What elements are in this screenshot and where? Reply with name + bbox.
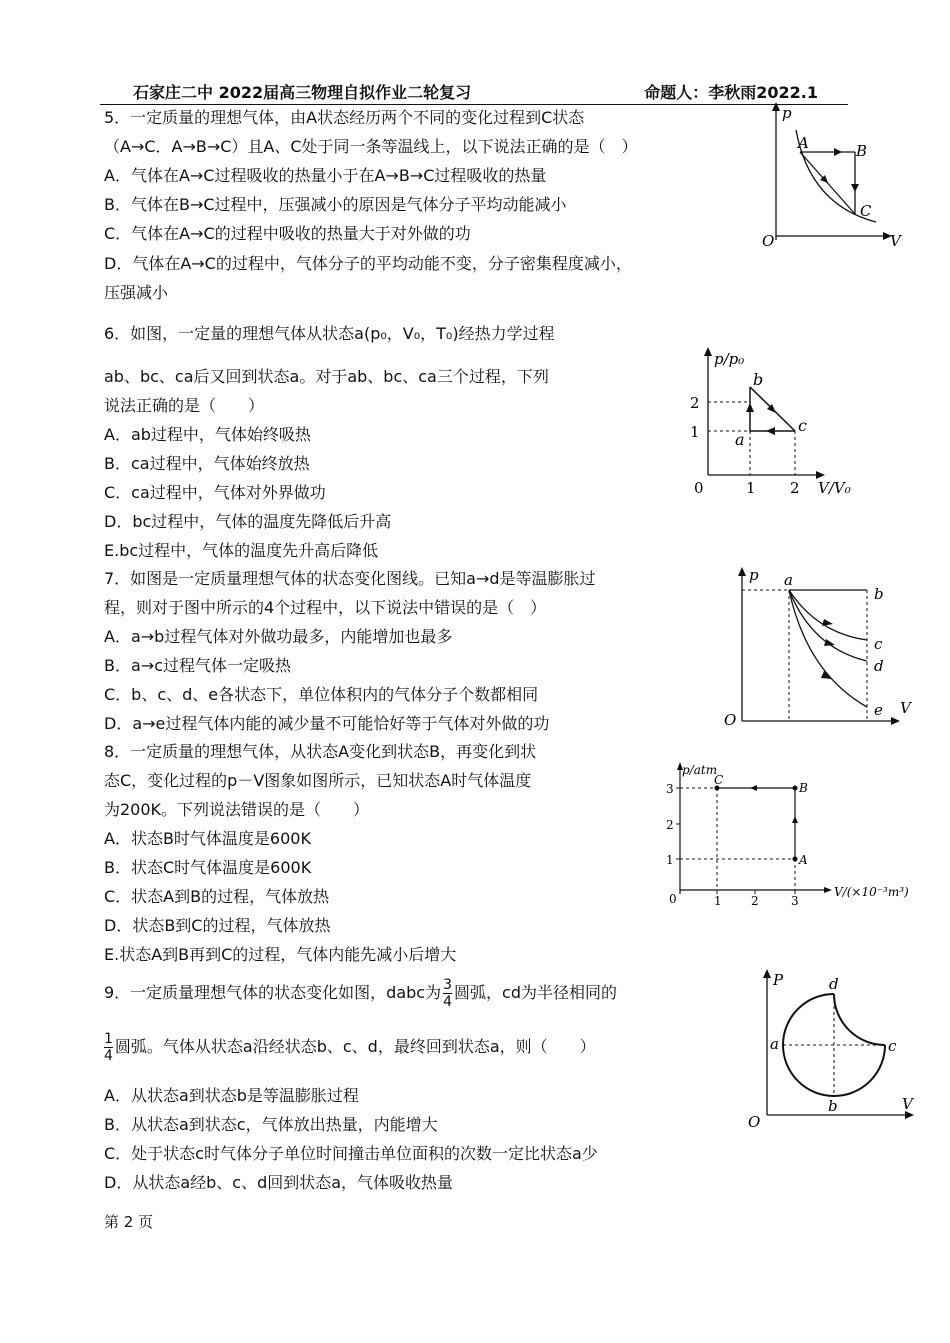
q8-label-c: C [714, 773, 724, 787]
q7-option-a: A．a→b过程气体对外做功最多，内能增加也最多 [104, 627, 453, 646]
q6-tick-x2: 2 [790, 479, 800, 497]
q7-label-v: V [900, 699, 911, 717]
q7-path-ae [789, 590, 867, 707]
q5-path-ac [800, 152, 855, 214]
q5-option-d: D．气体在A→C的过程中，气体分子的平均动能不变，分子密集程度减小， [104, 254, 632, 273]
q5-line-2: （A→C．A→B→C）且A、C处于同一条等温线上，以下说法正确的是（ ） [104, 137, 638, 156]
q7-option-d: D．a→e过程气体内能的减少量不可能恰好等于气体对外做的功 [104, 714, 550, 733]
q8-line-3: 为200K。下列说法错误的是（ ） [104, 800, 370, 819]
q5-y-arrow [772, 102, 780, 111]
q8-label-a: A [799, 853, 808, 867]
q8-point-b [793, 786, 798, 791]
q7-label-d: d [874, 657, 884, 675]
q6-tick-y2: 2 [690, 394, 700, 412]
q9-label-b: b [828, 1097, 838, 1115]
q5-label-a: A [798, 134, 809, 152]
q6-label-b: b [753, 370, 764, 389]
q9-line-2 [104, 1030, 596, 1068]
q9-fraction-1-4: $\frac{1}{4}$ [104, 1031, 113, 1064]
q7-label-p: p [749, 566, 759, 584]
q9-fraction-3-4: $\frac{3}{4}$ [443, 977, 453, 1010]
q9-label-d: d [829, 975, 839, 993]
q9-line-1-part-b: 圆弧，cd为半径相同的 [454, 983, 617, 1002]
q6-origin: 0 [694, 479, 704, 497]
q9-label-v: V [902, 1095, 913, 1113]
q7-path-ac [789, 590, 867, 640]
q8-point-a [793, 857, 798, 862]
q6-line-3: 说法正确的是（ ） [104, 396, 265, 415]
q6-label-a: a [735, 430, 745, 449]
page-number: 第 2 页 [104, 1213, 154, 1231]
q6-line-2: ab、bc、ca后又回到状态a。对于ab、bc、ca三个过程，下列 [104, 367, 549, 386]
page-header [100, 80, 848, 105]
q6-ylabel: p/p₀ [714, 350, 745, 368]
q8-option-a: A．状态B时气体温度是600K [104, 829, 311, 848]
q7-label-b: b [874, 585, 884, 603]
q8-xlabel: V/(×10⁻³m³) [834, 885, 909, 899]
q5-line-1: 5．一定质量的理想气体，由A状态经历两个不同的变化过程到C状态 [104, 108, 585, 127]
q9-line-1 [104, 976, 617, 1014]
q7-option-b: B．a→c过程气体一定吸热 [104, 656, 291, 675]
q8-tick-y2: 2 [666, 818, 674, 832]
q9-option-c: C．处于状态c时气体分子单位时间撞击单位面积的次数一定比状态a少 [104, 1144, 598, 1163]
q7-option-c: C．b、c、d、e各状态下，单位体积内的气体分子个数都相同 [104, 685, 539, 704]
q9-option-d: D．从状态a经b、c、d回到状态a，气体吸收热量 [104, 1173, 454, 1192]
q5-label-p: p [782, 104, 792, 122]
q8-tick-x2: 2 [751, 894, 759, 908]
q8-figure [660, 758, 909, 908]
q5-label-b: B [856, 142, 868, 160]
q8-option-c: C．状态A到B的过程，气体放热 [104, 887, 330, 906]
q9-figure [742, 965, 922, 1135]
q8-tick-y3: 3 [666, 782, 674, 796]
q8-ylabel: p/atm [682, 763, 718, 777]
q5-label-c: C [860, 202, 872, 220]
q8-line-1: 8．一定质量的理想气体，从状态A变化到状态B，再变化到状 [104, 742, 537, 761]
q7-label-o: O [724, 711, 737, 729]
q5-option-c: C．气体在A→C的过程中吸收的热量大于对外做的功 [104, 224, 471, 243]
q6-xlabel: V/V₀ [818, 479, 851, 497]
q8-option-b: B．状态C时气体温度是600K [104, 858, 312, 877]
q6-tick-x1: 1 [746, 479, 756, 497]
q6-option-e: E.bc过程中，气体的温度先升高后降低 [104, 541, 379, 560]
q9-label-o: O [748, 1113, 761, 1131]
q8-option-d: D．状态B到C的过程，气体放热 [104, 916, 331, 935]
q7-path-ad [789, 590, 867, 661]
q6-tick-y1: 1 [690, 423, 700, 441]
q9-option-b: B．从状态a到状态c，气体放出热量，内能增大 [104, 1115, 438, 1134]
q6-option-b: B．ca过程中，气体始终放热 [104, 454, 310, 473]
q6-line-1: 6．如图，一定量的理想气体从状态a(p₀，V₀，T₀)经热力学过程 [104, 324, 555, 343]
q7-line-2: 程，则对于图中所示的4个过程中，以下说法中错误的是（ ） [104, 598, 547, 617]
header-left: 石家庄二中 2022届高三物理自拟作业二轮复习 [133, 83, 472, 102]
q5-option-d-cont: 压强减小 [104, 283, 169, 302]
q8-option-e: E.状态A到B再到C的过程，气体内能先减小后增大 [104, 945, 457, 964]
q9-label-c: c [888, 1037, 897, 1055]
q7-line-1: 7．如图是一定质量理想气体的状态变化图线。已知a→d是等温膨胀过 [104, 569, 596, 588]
q6-option-d: D．bc过程中，气体的温度先降低后升高 [104, 512, 392, 531]
q5-label-v: V [890, 232, 901, 250]
header-right: 命题人：李秋雨2022.1 [644, 83, 818, 102]
q9-label-p: P [773, 971, 784, 989]
q5-option-a: A．气体在A→C过程吸收的热量小于在A→B→C过程吸收的热量 [104, 166, 547, 185]
q7-label-c: c [874, 635, 883, 653]
q8-line-2: 态C，变化过程的p－V图象如图所示，已知状态A时气体温度 [104, 771, 532, 790]
q7-label-a: a [784, 571, 793, 589]
q8-tick-x1: 1 [714, 894, 722, 908]
q6-figure [686, 345, 866, 503]
q8-tick-x3: 3 [791, 894, 799, 908]
q9-option-a: A．从状态a到状态b是等温膨胀过程 [104, 1086, 359, 1105]
q6-option-a: A．ab过程中，气体始终吸热 [104, 425, 311, 444]
q8-label-b: B [799, 781, 808, 795]
q5-option-b: B．气体在B→C过程中，压强减小的原因是气体分子平均动能减小 [104, 195, 567, 214]
q8-tick-y1: 1 [666, 853, 674, 867]
q9-label-a: a [770, 1035, 779, 1053]
q8-origin: 0 [669, 892, 677, 906]
q6-label-c: c [798, 416, 807, 435]
q9-arc-cd [834, 994, 885, 1045]
q6-option-c: C．ca过程中，气体对外界做功 [104, 483, 326, 502]
q5-figure [760, 100, 910, 250]
q9-line-1-part-a: 9．一定质量理想气体的状态变化如图，dabc为 [104, 983, 442, 1002]
q9-line-2-part-b: 圆弧。气体从状态a沿经状态b、c、d，最终回到状态a，则（ ） [114, 1037, 596, 1056]
q7-figure [722, 563, 912, 731]
q5-label-o: O [762, 232, 775, 250]
q7-label-e: e [874, 701, 883, 719]
